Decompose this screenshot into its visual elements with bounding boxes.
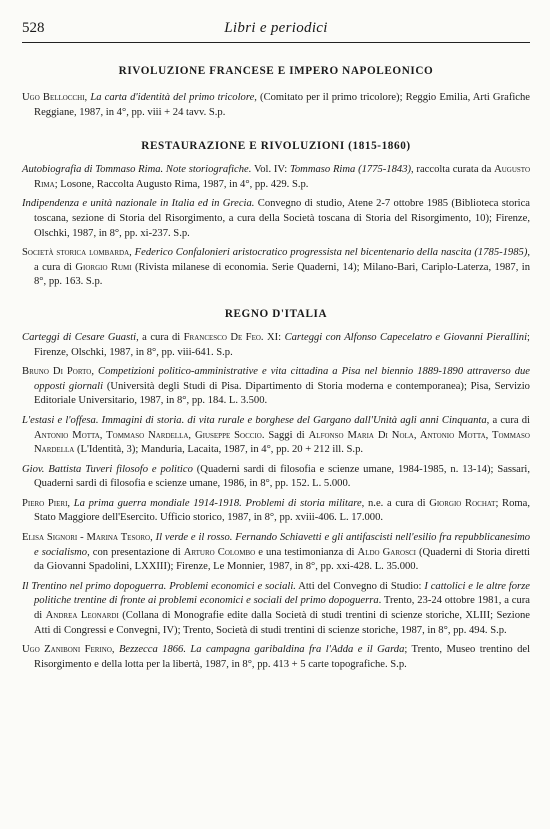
entry-text-run: Carteggi di Cesare Guasti — [22, 331, 137, 343]
entry-text-run: Il verde e il rosso. Fernando Schiavetti e gli antifascisti nell'esilio fra repubblicanesimo e socialismo — [34, 532, 531, 558]
entry-text-run: , — [111, 644, 119, 656]
entry-text-run: Carteggi con Alfonso Capecelatro e Giovanni Pierallini — [284, 331, 528, 343]
entry-text-run: , — [150, 532, 156, 544]
entry-text-run: Indipendenza e unità nazionale in Italia ed in Grecia. — [22, 198, 255, 210]
entry-text-run: La carta d'identità del primo tricolore — [90, 92, 255, 103]
entry-text-run: Società storica lombarda — [22, 247, 130, 259]
bibliography-entry — [22, 197, 530, 241]
bibliography-entry — [22, 163, 530, 192]
entry-text-run: ; Firenze, Olschki, 1987, in 8°, pp. viii-641. S.p. — [34, 331, 530, 358]
entry-text-run: (Rivista milanese di economia. Serie Quaderni, 14); Milano-Bari, Cariplo-Laterza, 1987, in 8°, pp. 163. S.p. — [34, 261, 531, 288]
entry-text-run: Bruno Di Porto — [22, 366, 92, 378]
entry-text-run: Atti del Convegno di Studio: — [295, 580, 425, 592]
entry-text-run: Ugo Bellocchi — [22, 92, 85, 103]
entry-text-run: , a cura di — [486, 414, 530, 426]
entry-text-run: (Collana di Monografie edite dalla Società di studi trentini di scienze storiche, XLIII; Sezione Atti di Congressi e Convegni, IV); Trento, Società di studi trentini di scienze storiche, 1987, in 8°, pp. 494. S.p. — [34, 610, 530, 636]
entry-text-run: Convegno di studio, Atene 2-7 ottobre 1985 (Biblioteca storica toscana, sezione di Storia del Risorgimento, a cura della Società toscana di Storia del Risorgimento, 10); Firenze, Olschki, 1987, in 8°, pp. xi-237. S.p. — [34, 198, 530, 239]
entry-text-run: , — [129, 247, 135, 259]
entry-text-run: ; Trento, Museo trentino del Risorgimento e della lotta per la libertà, 1987, in 8°, pp. 413 + 5 carte topografiche. S.p. — [34, 644, 531, 670]
entry-text-run: , raccolta curata da — [411, 164, 495, 176]
entry-text-run: (Quaderni di Storia diretti da Giovanni Spadolini, LXXIII); Firenze, Le Monnier, 1987, in 8°, pp. xxi-428. L. 35.000. — [34, 546, 530, 573]
entry-text-run: Alfonso Maria Di Nola, Antonio Motta, Tommaso Nardella — [34, 429, 530, 456]
entry-text-run: (L'Identità, 3); Manduria, Lacaita, 1987, in 4°, pp. 20 + 212 ill. S.p. — [74, 444, 364, 456]
entry-text-run: , — [67, 497, 74, 509]
bibliography-entry — [22, 331, 530, 360]
bibliography-entry — [22, 414, 530, 458]
entry-text-run: , n.e. a cura di — [361, 497, 430, 509]
entry-text-run: La prima guerra mondiale 1914-1918. Problemi di storia militare — [73, 497, 362, 509]
entry-text-run: , a cura di — [136, 331, 184, 343]
section-heading: RIVOLUZIONE FRANCESE E IMPERO NAPOLEONICO — [118, 65, 434, 77]
entry-text-run: (Università degli Studi di Pisa. Dipartimento di Storia moderna e contemporanea); Pisa, Servizio Editoriale Universitario, 1987, in 8°, pp. 184. L. 3.500. — [34, 380, 530, 407]
entry-text-run: Federico Confalonieri aristocratico progressista nel bicentenario della nascita (1785-1985) — [134, 247, 528, 259]
bibliography-entry — [22, 91, 530, 120]
bibliography-entry — [22, 531, 530, 575]
entry-text-run: Autobiografia di Tommaso Rima. Note storiografiche. — [22, 164, 252, 176]
entry-text-run: . Saggi di — [261, 429, 309, 441]
bibliography-entry — [22, 643, 530, 672]
entry-text-run: ; Roma, Stato Maggiore dell'Esercito. Ufficio storico, 1987, in 8°, pp. xviii-406. L. 17.000. — [34, 497, 531, 524]
entry-text-run: Bezzecca 1866. La campagna garibaldina fra l'Adda e il Garda — [118, 644, 405, 656]
running-header — [22, 0, 530, 43]
entry-text-run: Antonio Motta, Tommaso Nardella, Giuseppe Soccio — [34, 429, 262, 441]
entry-text-run: , (Comitato per il primo tricolore); Reggio Emilia, Arti Grafiche Reggiane, 1987, in 4°, pp. viii + 24 tavv. S.p. — [34, 92, 530, 118]
entry-text-run: Vol. IV: — [251, 164, 290, 176]
entry-text-run: Piero Pieri — [22, 497, 68, 509]
entry-text-run: (Quaderni sardi di filosofia e scienze umane, 1984-1985, n. 13-14); Sassari, Quaderni sardi di filosofia e scienze umane, 1986, in 8°, pp. 152. L. 5.000. — [34, 463, 530, 490]
entry-text-run: . Trento, 23-24 ottobre 1981, a cura di — [34, 595, 530, 622]
entry-text-run: , — [91, 366, 98, 378]
entry-text-run: Giorgio Rumi — [75, 261, 132, 273]
entry-text-run: Aldo Garosci — [357, 546, 416, 558]
entry-text-run: Elisa Signori - Marina Tesoro — [22, 532, 151, 544]
bibliography-entry — [22, 365, 530, 409]
entry-text-run: Andrea Leonardi — [45, 610, 119, 622]
bibliography-entry — [22, 497, 530, 526]
page-number: 528 — [22, 20, 45, 36]
section-heading: REGNO D'ITALIA — [224, 307, 328, 320]
entry-text-run: Competizioni politico-amministrative e vita cittadina a Pisa nel biennio 1889-1890 attraverso due opposti giornali — [34, 366, 530, 392]
entry-text-run: Arturo Colombo — [183, 546, 256, 558]
bibliography-entry — [22, 246, 530, 290]
entry-text-run: Ugo Zaniboni Ferino — [22, 644, 112, 656]
entry-text-run: L'estasi e l'offesa. Immagini di storia. di vita rurale e borghese del Gargano dall'Unità agli anni Cinquanta — [22, 414, 487, 426]
entry-text-run: Giorgio Rochat — [429, 497, 496, 509]
entry-text-run: Francesco De Feo — [183, 331, 261, 343]
entry-text-run: , a cura di — [34, 247, 531, 273]
section-heading: RESTAURAZIONE E RIVOLUZIONI (1815-1860) — [141, 140, 411, 153]
entry-text-run: ; Losone, Raccolta Augusto Rima, 1987, in 4°, pp. 429. S.p. — [54, 178, 309, 190]
running-title: Libri e periodici — [224, 20, 328, 36]
entry-text-run: Augusto Rima — [34, 164, 531, 190]
entry-text-run: Tommaso Rima (1775-1843) — [289, 164, 412, 176]
bibliography-entry — [22, 580, 530, 638]
entry-text-run: , con presentazione di — [87, 546, 184, 558]
entry-text-run: e una testimonianza di — [255, 546, 358, 558]
bibliography-entry — [22, 463, 530, 492]
entry-text-run: Giov. Battista Tuveri filosofo e politico — [22, 463, 193, 475]
entry-text-run: . XI: — [260, 331, 285, 343]
entry-text-run: Il Trentino nel primo dopoguerra. Problemi economici e sociali. — [22, 580, 296, 592]
entry-text-run: , — [84, 92, 91, 103]
entry-text-run: I cattolici e le altre forze politiche trentine di fronte ai problemi economici e sociali del primo dopoguerra — [34, 580, 530, 607]
